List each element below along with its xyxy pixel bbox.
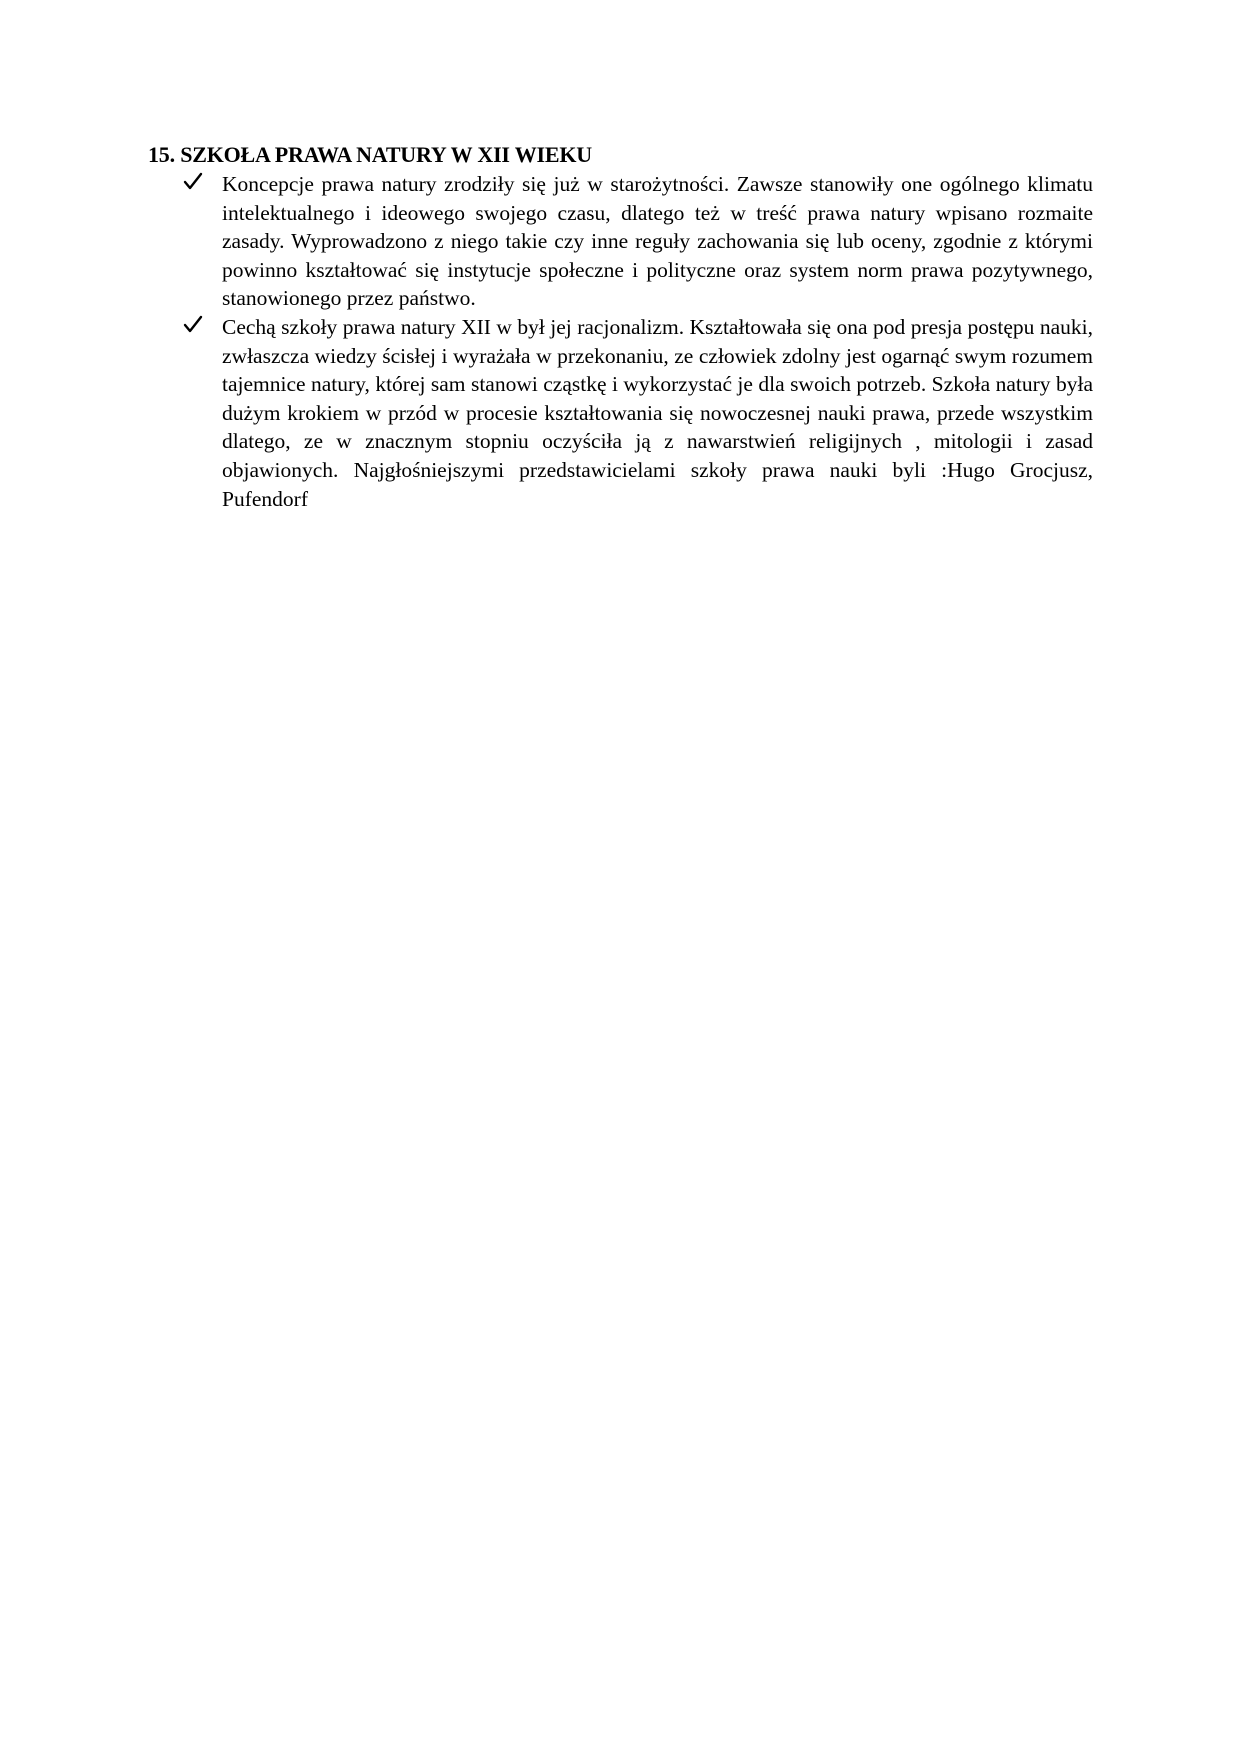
bullet-text: Koncepcje prawa natury zrodziły się już w starożytności. Zawsze stanowiły one ogólnego klimatu intelektualnego i ideowego swojego czasu, dlatego też w treść prawa natury wpisano rozmaite zasady. Wyprowadzono z niego takie czy inne reguły zachowania się lub oceny, zgodnie z którymi powinno kształtować się instytucje społeczne i polityczne oraz system norm prawa pozytywnego, stanowionego przez państwo.	[222, 172, 1093, 311]
bullet-list	[148, 170, 1093, 513]
check-icon	[183, 314, 203, 334]
list-item	[148, 313, 1093, 513]
bullet-text: Cechą szkoły prawa natury XII w był jej racjonalizm. Kształtowała się ona pod presja postępu nauki, zwłaszcza wiedzy ścisłej i wyrażała w przekonaniu, ze człowiek zdolny jest ogarnąć swym rozumem tajemnice natury, której sam stanowi cząstkę i wykorzystać je dla swoich potrzeb. Szkoła natury była dużym krokiem w przód w procesie kształtowania się nowoczesnej nauki prawa, przede wszystkim dlatego, ze w znacznym stopniu oczyściła ją z nawarstwień religijnych , mitologii i zasad objawionych. Najgłośniejszymi przedstawicielami szkoły prawa nauki byli :Hugo Grocjusz, Pufendorf	[222, 314, 1093, 511]
check-icon	[183, 171, 203, 191]
list-item	[148, 170, 1093, 313]
section-heading: 15. SZKOŁA PRAWA NATURY W XII WIEKU	[148, 142, 592, 167]
document-content	[148, 142, 1093, 513]
